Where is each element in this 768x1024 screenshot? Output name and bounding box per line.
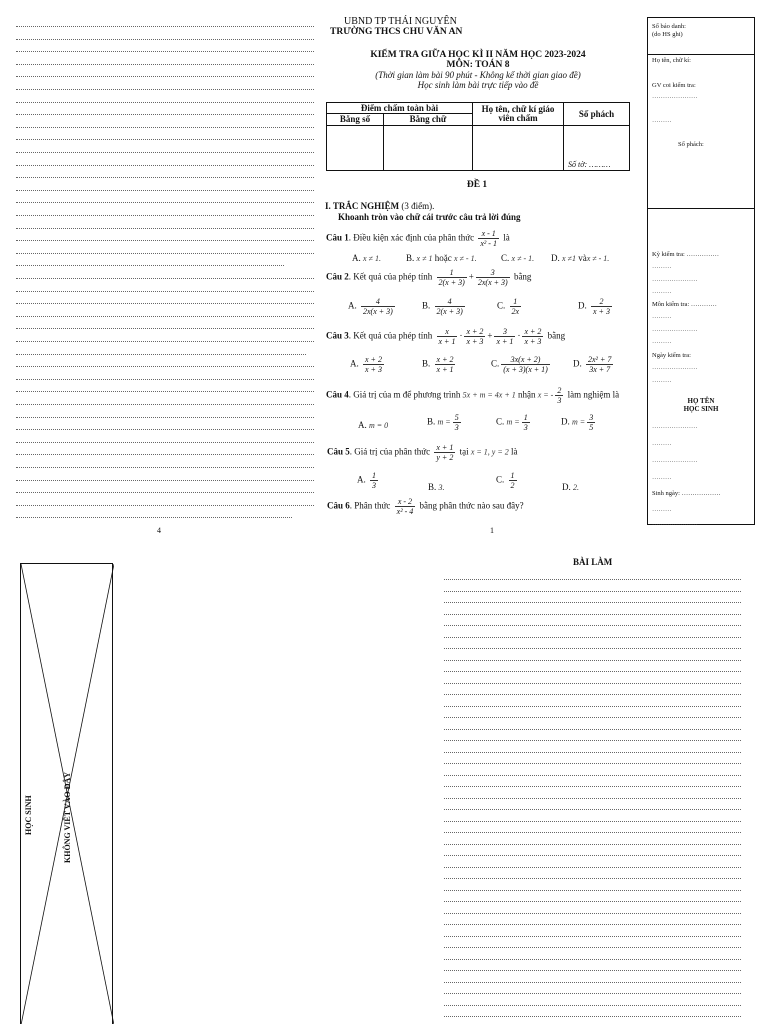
q5-option-a[interactable] (357, 471, 380, 490)
sidebar-divider-1 (648, 54, 754, 55)
ky-kt-dots-3: ……… (652, 288, 672, 295)
school-name: TRƯỜNG THCS CHU VĂN AN (330, 27, 463, 37)
q1-d-value2: x ≠ - 1. (586, 254, 610, 263)
writing-line[interactable] (444, 660, 741, 661)
q5-c-num: 1 (510, 471, 515, 480)
q3-f2-num: x + 2 (466, 327, 484, 336)
writing-line[interactable] (444, 683, 741, 684)
q3-d-letter: D. (573, 358, 582, 369)
q3-b-num: x + 2 (436, 355, 454, 364)
mon-kt-dots: ……… (652, 313, 672, 320)
q4-text: . Giá trị của m để phương trình (348, 389, 461, 400)
q2-text: . Kết quả của phép tính (348, 271, 433, 282)
writing-line[interactable] (444, 867, 741, 868)
hoten-dots-1: ………………… (652, 423, 698, 430)
writing-line[interactable] (444, 821, 741, 822)
writing-line[interactable] (16, 517, 292, 518)
writing-line[interactable] (444, 729, 741, 730)
q3-d-num: 2x² + 7 (588, 355, 612, 364)
q1-b-mid: hoặc (434, 253, 452, 263)
writing-line[interactable] (16, 454, 314, 455)
exam-title: KIỂM TRA GIỮA HỌC KÌ II NĂM HỌC 2023-2024 (370, 50, 586, 60)
q4-label: Câu 4 (326, 389, 349, 400)
writing-line[interactable] (16, 492, 314, 493)
section-instruction: Khoanh tròn vào chữ cái trước câu trả lời đúng (338, 212, 521, 222)
exam-subject: MÔN: TOÁN 8 (446, 60, 510, 70)
section-title (325, 201, 434, 211)
writing-line[interactable] (16, 51, 314, 52)
writing-line[interactable] (16, 228, 314, 229)
writing-line[interactable] (16, 366, 314, 367)
q6-label: Câu 6 (327, 500, 350, 511)
question-5 (327, 443, 517, 462)
q6-text: . Phân thức (349, 500, 391, 511)
q1-a-value: x ≠ 1. (363, 254, 381, 263)
writing-line[interactable] (444, 855, 741, 856)
q2-c-den: 2x (511, 307, 520, 316)
ngay-kiem-tra: Ngày kiểm tra: (652, 352, 691, 359)
mon-kiem-tra: Môn kiểm tra: ………… (652, 301, 717, 308)
q6-fraction (395, 497, 416, 516)
writing-line[interactable] (444, 832, 741, 833)
q2-fraction-1 (437, 268, 467, 287)
writing-line[interactable] (444, 625, 741, 626)
writing-line[interactable] (444, 740, 741, 741)
writing-line[interactable] (16, 114, 314, 115)
writing-line[interactable] (444, 947, 741, 948)
q2-d-num: 2 (599, 297, 604, 306)
sinh-ngay-dots-2: ………………… (652, 520, 698, 527)
exam-version: ĐỀ 1 (466, 180, 488, 190)
gv-coi-dots: ………………… (652, 93, 698, 100)
vertical-hoc-sinh: HỌC SINH (24, 795, 33, 835)
writing-line[interactable] (16, 240, 314, 241)
writing-line[interactable] (444, 1016, 741, 1017)
q4-root-prefix: x = - (537, 390, 554, 400)
q3-a-num: x + 2 (365, 355, 382, 364)
writing-line[interactable] (444, 959, 741, 960)
authority-name: UBND TP THÁI NGUYÊN (344, 16, 457, 27)
q2-option-c[interactable] (497, 297, 523, 316)
q3-f2-den: x + 3 (466, 337, 484, 346)
q3-f3-den: x + 1 (496, 337, 514, 346)
q5-frac-num: x + 1 (436, 443, 454, 452)
ngay-kt-dots-2: ……… (652, 377, 672, 384)
q2-f2-den: 2x(x + 3) (477, 278, 508, 287)
bai-lam-lines (444, 573, 741, 1024)
q6-suffix: bằng phân thức nào sau đây? (419, 500, 524, 511)
q5-label: Câu 5 (327, 446, 350, 457)
writing-line[interactable] (444, 602, 741, 603)
school-header (322, 16, 634, 38)
q2-c-fraction (510, 297, 522, 316)
q6-frac-den: x² - 4 (396, 507, 414, 516)
writing-line[interactable] (444, 970, 741, 971)
writing-line[interactable] (16, 102, 314, 103)
writing-line[interactable] (16, 467, 314, 468)
writing-line[interactable] (16, 165, 314, 166)
hoten-dots-3: ………………… (652, 457, 698, 464)
q3-label: Câu 3 (326, 330, 349, 341)
q4-c-letter: C. (496, 416, 505, 427)
q4-option-c[interactable] (496, 413, 532, 432)
q2-d-den: x + 3 (593, 307, 610, 316)
sbd-label: Số báo danh: (652, 23, 686, 30)
q1-suffix: là (503, 232, 510, 243)
hoten-dots-4: ……… (652, 474, 672, 481)
writing-line[interactable] (16, 341, 314, 342)
grader-header: Họ tên, chữ kí giáo viên chấm (473, 103, 564, 126)
q5-condition: x = 1, y = 2 (470, 447, 509, 457)
q3-fraction-3 (494, 327, 515, 346)
q3-text: . Kết quả của phép tính (348, 330, 433, 341)
q1-fraction (478, 229, 499, 248)
writing-line[interactable] (16, 26, 314, 27)
exam-time-note: (Thời gian làm bài 90 phút - Không kể thời gian giao đề) (375, 70, 581, 80)
sbd-note: (do HS ghi) (652, 31, 683, 38)
writing-line[interactable] (444, 901, 741, 902)
q2-d-letter: D. (578, 300, 587, 311)
q4-b-fraction (453, 413, 461, 432)
q4-option-d[interactable] (561, 413, 597, 432)
q1-label: Câu 1 (326, 232, 349, 243)
sidebar-divider-2 (648, 208, 754, 209)
q4-c-den: 3 (523, 423, 528, 432)
score-header: Điểm chấm toàn bài (327, 103, 473, 114)
q3-a-den: x + 3 (365, 365, 382, 374)
q3-c-letter: C. (491, 358, 500, 369)
exam-instruction: Học sinh làm bài trực tiếp vào đề (417, 80, 539, 90)
q1-c-letter: C. (501, 253, 510, 263)
writing-line[interactable] (16, 417, 314, 418)
writing-line[interactable] (444, 637, 741, 638)
so-phach-label: Số phách: (678, 141, 704, 148)
q5-b-letter: B. (428, 482, 437, 492)
score-number-cell[interactable] (327, 126, 384, 171)
q1-frac-den: x² - 1 (480, 239, 497, 248)
writing-line[interactable] (444, 1005, 741, 1006)
q1-text: . Điều kiện xác định của phân thức (348, 232, 475, 243)
ky-kt-dots: ……… (652, 263, 672, 270)
score-table (326, 102, 630, 171)
q5-d-value: 2. (573, 483, 579, 492)
writing-line[interactable] (444, 936, 741, 937)
q3-f1-den: x + 1 (438, 337, 456, 346)
q5-b-value: 3. (438, 483, 445, 492)
q3-suffix: bằng (547, 330, 566, 341)
q5-option-d[interactable] (562, 482, 579, 492)
q3-fraction-4 (522, 327, 543, 346)
exam-title-block (322, 50, 634, 90)
writing-line[interactable] (444, 752, 741, 753)
section-points: (3 điểm). (401, 201, 435, 211)
q2-c-num: 1 (513, 297, 518, 306)
q1-b-letter: B. (406, 253, 415, 263)
q4-root-num: 2 (557, 386, 562, 395)
q3-d-fraction (586, 355, 613, 374)
writing-line[interactable] (16, 328, 314, 329)
q4-b-num: 5 (454, 413, 459, 422)
writing-line[interactable] (16, 139, 314, 140)
q2-b-fraction (435, 297, 465, 316)
q4-root-den: 3 (557, 396, 562, 405)
writing-line[interactable] (16, 429, 314, 430)
q3-fraction-2 (464, 327, 485, 346)
q3-a-letter: A. (350, 358, 359, 369)
q2-suffix: bằng (513, 271, 532, 282)
writing-line[interactable] (444, 717, 741, 718)
q1-d-letter: D. (551, 253, 560, 263)
q1-option-c[interactable] (501, 253, 534, 263)
question-4 (326, 386, 619, 405)
q4-c-fraction (522, 413, 530, 432)
mon-kt-dots-3: ……… (652, 338, 672, 345)
writing-line[interactable] (444, 694, 741, 695)
q2-f1-den: 2(x + 3) (438, 278, 465, 287)
q4-b-letter: B. (427, 416, 436, 427)
q1-b-value2: x ≠ - 1. (453, 254, 477, 263)
writing-line[interactable] (16, 190, 314, 191)
gv-coi-dots-2: ……… (652, 117, 672, 124)
q2-a-den: 2x(x + 3) (363, 307, 393, 316)
writing-line[interactable] (16, 379, 314, 380)
q2-label: Câu 2 (326, 271, 349, 282)
hoc-sinh-label: HỌC SINH (683, 405, 719, 413)
writing-line[interactable] (16, 76, 314, 77)
q2-a-fraction (361, 297, 395, 316)
writing-line[interactable] (444, 878, 741, 879)
gv-coi-label: GV coi kiểm tra: (652, 82, 696, 89)
q5-fraction (434, 443, 455, 462)
writing-line[interactable] (16, 291, 314, 292)
writing-line[interactable] (16, 177, 314, 178)
page-number-right: 1 (490, 526, 494, 535)
writing-line[interactable] (444, 579, 741, 580)
so-to-label: Số tờ: ……… (568, 160, 611, 169)
so-to-cell (564, 126, 630, 171)
q3-option-a[interactable] (350, 355, 386, 374)
q5-a-letter: A. (357, 474, 366, 485)
writing-line[interactable] (444, 982, 741, 983)
writing-line[interactable] (16, 505, 314, 506)
q3-b-fraction (435, 355, 456, 374)
writing-line[interactable] (16, 265, 284, 266)
q5-mid: tại (459, 446, 469, 457)
q3-option-b[interactable] (422, 355, 457, 374)
q5-a-num: 1 (372, 471, 376, 480)
q1-option-a[interactable] (352, 253, 381, 263)
so-phach-header: Số phách (564, 103, 630, 126)
writing-line[interactable] (16, 215, 314, 216)
question-6 (327, 497, 524, 516)
writing-line[interactable] (444, 924, 741, 925)
q2-option-a[interactable] (348, 297, 397, 316)
writing-line[interactable] (444, 844, 741, 845)
q3-fraction-1 (437, 327, 458, 346)
writing-line[interactable] (444, 786, 741, 787)
q2-b-num: 4 (447, 297, 452, 306)
writing-line[interactable] (16, 278, 314, 279)
q4-a-letter: A. (358, 420, 367, 430)
q1-b-value: x ≠ 1 (416, 254, 433, 263)
writing-line[interactable] (16, 404, 314, 405)
q4-d-fraction (587, 413, 595, 432)
q2-f1-num: 1 (449, 268, 454, 277)
q5-option-b[interactable] (428, 482, 445, 492)
writing-line[interactable] (444, 763, 741, 764)
q4-mid: nhận (517, 389, 536, 400)
writing-line[interactable] (16, 39, 314, 40)
q4-option-a[interactable] (358, 420, 388, 430)
q3-c-den: (x + 3)(x + 1) (503, 365, 548, 374)
q1-a-letter: A. (352, 253, 361, 263)
q3-f4-den: x + 3 (524, 337, 542, 346)
writing-line[interactable] (16, 89, 314, 90)
writing-line[interactable] (16, 127, 314, 128)
writing-line[interactable] (444, 648, 741, 649)
hoten-dots-2: ……… (652, 440, 672, 447)
writing-line[interactable] (16, 152, 314, 153)
bang-so-header: Bằng số (327, 114, 384, 126)
q4-suffix: làm nghiệm là (567, 389, 620, 400)
q4-c-prefix: m = (506, 417, 520, 427)
q3-f4-num: x + 2 (524, 327, 542, 336)
sinh-ngay-dots: ……… (652, 506, 672, 513)
q4-c-num: 1 (523, 413, 528, 422)
q4-a-value: m = 0 (369, 421, 389, 430)
q1-option-d[interactable] (551, 253, 609, 263)
page-number-left: 4 (157, 526, 161, 535)
q4-d-den: 5 (589, 423, 594, 432)
writing-line[interactable] (16, 442, 314, 443)
q2-fraction-2 (476, 268, 510, 287)
q2-option-d[interactable] (578, 297, 614, 316)
q2-a-num: 4 (375, 297, 380, 306)
q3-c-fraction (501, 355, 550, 374)
vertical-khong-viet: KHÔNG VIẾT VÀO ĐÂY (63, 772, 72, 863)
q1-d-value: x ≠1 (562, 254, 576, 263)
q4-option-b[interactable] (427, 413, 463, 432)
writing-line[interactable] (444, 706, 741, 707)
q3-c-num: 3x(x + 2) (510, 355, 541, 364)
left-answer-lines (16, 20, 314, 525)
ky-kt-dots-2: ………………… (652, 276, 698, 283)
writing-line[interactable] (444, 913, 741, 914)
score-words-cell[interactable] (384, 126, 473, 171)
q2-b-letter: B. (422, 300, 431, 311)
q2-d-fraction (591, 297, 612, 316)
writing-line[interactable] (444, 993, 741, 994)
q4-d-letter: D. (561, 416, 570, 427)
writing-line[interactable] (16, 354, 306, 355)
q1-option-b[interactable] (406, 253, 477, 263)
writing-line[interactable] (16, 202, 314, 203)
ky-kiem-tra: Kỳ kiểm tra: …………… (652, 251, 719, 258)
writing-line[interactable] (444, 591, 741, 592)
q5-c-letter: C. (496, 474, 505, 485)
q3-d-den: 3x + 7 (586, 364, 613, 374)
q4-b-prefix: m = (437, 417, 451, 427)
q3-f1-num: x (445, 327, 449, 336)
writing-line[interactable] (444, 775, 741, 776)
q5-a-den: 3 (372, 481, 376, 490)
ho-ten-label: HỌ TÊN (687, 397, 715, 405)
writing-line[interactable] (16, 391, 314, 392)
section-title-label: I. TRẮC NGHIỆM (325, 201, 400, 211)
q5-text: . Giá trị của phân thức (349, 446, 431, 457)
q3-option-d[interactable] (573, 355, 615, 374)
writing-line[interactable] (444, 671, 741, 672)
q4-root-fraction (555, 386, 563, 405)
writing-line[interactable] (444, 890, 741, 891)
q2-f2-num: 3 (490, 268, 495, 277)
q1-d-mid: và (578, 253, 587, 263)
q3-option-c[interactable] (491, 355, 552, 374)
q3-b-den: x + 1 (436, 365, 454, 374)
q2-b-den: 2(x + 3) (436, 307, 463, 316)
question-1 (326, 229, 510, 248)
q2-option-b[interactable] (422, 297, 467, 316)
q2-c-letter: C. (497, 300, 506, 311)
q3-a-fraction (363, 355, 384, 374)
q4-d-prefix: m = (572, 417, 586, 427)
q4-equation: 5x + m = 4x + 1 (462, 390, 516, 400)
q4-b-den: 3 (454, 423, 459, 432)
writing-line[interactable] (16, 303, 314, 304)
q3-b-letter: B. (422, 358, 431, 369)
writing-line[interactable] (444, 614, 741, 615)
writing-line[interactable] (16, 316, 314, 317)
bai-lam-title: BÀI LÀM (573, 557, 613, 567)
q6-frac-num: x - 2 (397, 497, 413, 506)
writing-line[interactable] (444, 809, 741, 810)
q5-d-letter: D. (562, 482, 571, 492)
question-3: Câu 3. Kết quả của phép tính $\frac{x}{x + 1}$ · $\frac{x + 2}{x + 3}$ + $\frac{3}{x + 1}$ · $\frac{x + 2}{x + 3}$ bằng (326, 327, 566, 346)
q4-d-num: 3 (589, 413, 594, 422)
q5-a-fraction (370, 471, 378, 490)
gv-name-label: Họ tên, chữ kí: (652, 57, 691, 64)
question-2: Câu 2. Kết quả của phép tính $\frac{1}{2(x + 3)}$ + $\frac{3}{2x(x + 3)}$ bằng (326, 268, 532, 287)
grader-cell[interactable] (473, 126, 564, 171)
q5-c-fraction (509, 471, 517, 490)
q3-f3-num: 3 (502, 327, 507, 336)
q2-a-letter: A. (348, 300, 357, 311)
writing-line[interactable] (16, 480, 314, 481)
q1-c-value: x ≠ - 1. (511, 254, 535, 263)
ngay-kt-dots: ………………… (652, 364, 698, 371)
writing-line[interactable] (16, 64, 314, 65)
q1-frac-num: x - 1 (481, 229, 496, 238)
q5-option-c[interactable] (496, 471, 519, 490)
sinh-ngay-label: Sinh ngày: ……………… (652, 490, 721, 497)
q5-c-den: 2 (510, 481, 515, 490)
writing-line[interactable] (16, 253, 314, 254)
mon-kt-dots-2: ………………… (652, 326, 698, 333)
writing-line[interactable] (444, 798, 741, 799)
q5-suffix: là (510, 446, 518, 457)
bang-chu-header: Bằng chữ (384, 114, 473, 126)
q5-frac-den: y + 2 (436, 453, 454, 462)
